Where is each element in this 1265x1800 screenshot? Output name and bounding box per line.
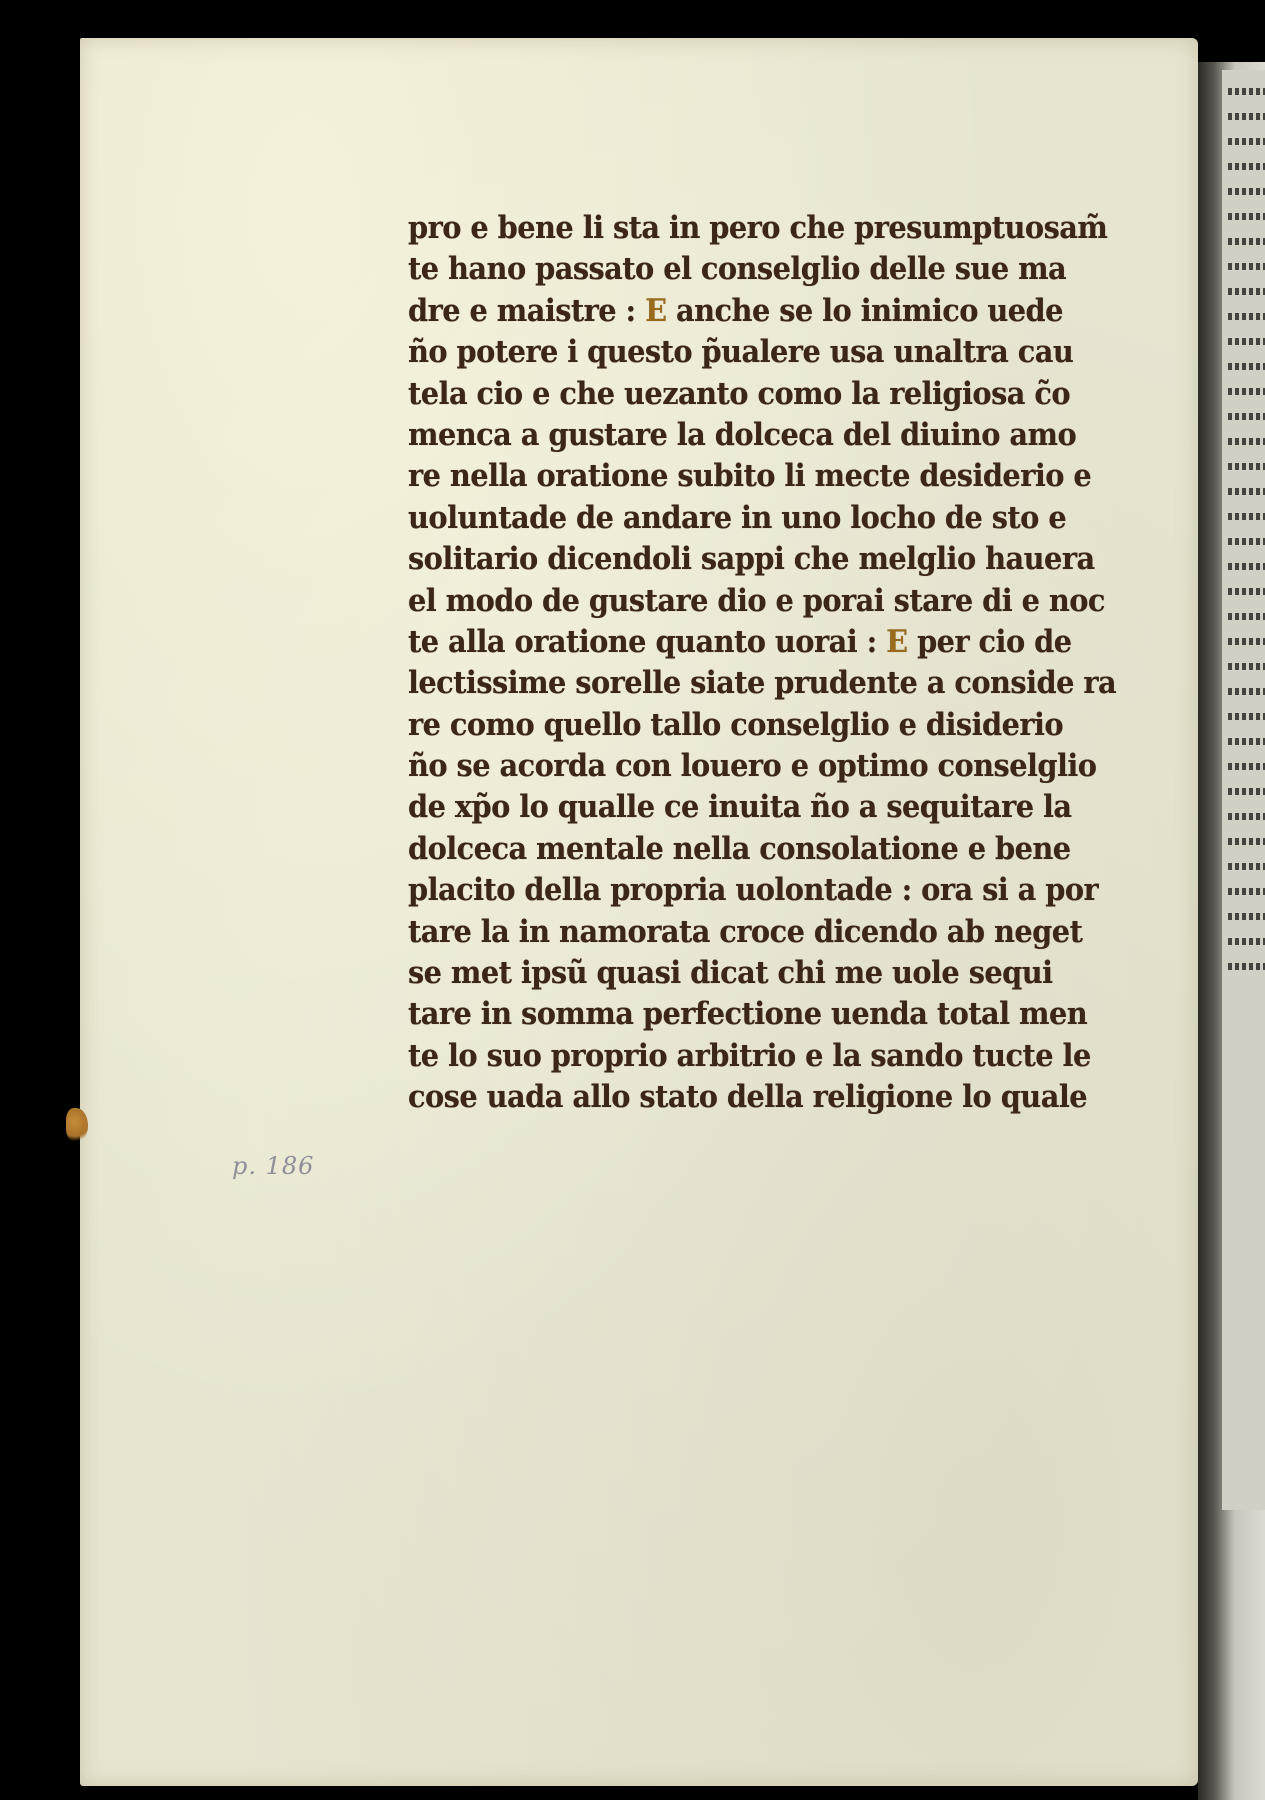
text-line: ño potere i questo p̃ualere usa unaltra cau [408, 334, 1074, 371]
text-line: dolceca mentale nella consolatione e bene [408, 830, 1071, 867]
line-text: dre e maistre : [408, 292, 646, 329]
text-line: te lo suo proprio arbitrio e la sando tucte le [408, 1037, 1091, 1074]
facing-page-line [1228, 113, 1265, 120]
text-line: tare in somma perfectione uenda total men [408, 996, 1088, 1033]
facing-page-edge [1222, 70, 1265, 1510]
line-text: per cio de [907, 623, 1072, 660]
facing-page-line [1228, 813, 1265, 820]
facing-page-line [1228, 938, 1265, 945]
facing-page-line [1228, 413, 1265, 420]
folio-note: p. 186 [232, 1152, 315, 1180]
text-line: se met ipsũ quasi dicat chi me uole sequi [408, 955, 1053, 992]
facing-page-line [1228, 388, 1265, 395]
facing-page-line [1228, 538, 1265, 545]
facing-page-line [1228, 463, 1265, 470]
facing-page-line [1228, 838, 1265, 845]
facing-page-line [1228, 488, 1265, 495]
facing-page-line [1228, 738, 1265, 745]
facing-page-line [1228, 88, 1265, 95]
text-line: menca a gustare la dolceca del diuino amo [408, 416, 1077, 453]
text-line [408, 291, 1096, 332]
ink-stain [66, 1108, 88, 1142]
facing-page-line [1228, 688, 1265, 695]
facing-page-line [1228, 638, 1265, 645]
facing-page-line [1228, 213, 1265, 220]
text-line: te hano passato el conselglio delle sue ma [408, 251, 1067, 288]
facing-page-line [1228, 613, 1265, 620]
manuscript-text [408, 208, 1148, 1119]
text-line: tela cio e che uezanto como la religiosa c̃o [408, 375, 1071, 412]
facing-page-line [1228, 163, 1265, 170]
text-line: pro e bene li sta in pero che presumptuosam̃ [408, 210, 1108, 246]
facing-page-line [1228, 888, 1265, 895]
facing-page-line [1228, 963, 1265, 970]
text-line: cose uada allo stato della religione lo quale [408, 1079, 1088, 1116]
facing-page-line [1228, 563, 1265, 570]
text-line: tare la in namorata croce dicendo ab neget [408, 913, 1083, 950]
facing-page-line [1228, 513, 1265, 520]
facing-page-line [1228, 663, 1265, 670]
facing-page-line [1228, 763, 1265, 770]
text-line [408, 622, 1096, 663]
facing-page-line [1228, 263, 1265, 270]
text-line: solitario dicendoli sappi che melglio hauera [408, 541, 1095, 578]
facing-page-line [1228, 913, 1265, 920]
line-text: te alla oratione quanto uorai : [408, 623, 887, 660]
decorated-initial: E [886, 623, 908, 660]
text-line: placito della propria uolontade : ora si a por [408, 872, 1099, 909]
text-line: de xp̃o lo qualle ce inuita ño a sequitare la [408, 789, 1072, 826]
text-line: lectissime sorelle siate prudente a conside ra [408, 665, 1117, 702]
facing-page-line [1228, 438, 1265, 445]
text-line: re como quello tallo conselglio e disiderio [408, 706, 1064, 743]
facing-page-line [1228, 288, 1265, 295]
facing-page-line [1228, 863, 1265, 870]
facing-page-line [1228, 238, 1265, 245]
text-line: el modo de gustare dio e porai stare di e noc [408, 582, 1105, 619]
facing-page-line [1228, 713, 1265, 720]
text-line: uoluntade de andare in uno locho de sto e [408, 499, 1067, 536]
facing-page-line [1228, 788, 1265, 795]
facing-page-line [1228, 588, 1265, 595]
text-line: ño se acorda con louero e optimo conselglio [408, 748, 1097, 785]
line-text: anche se lo inimico uede [666, 292, 1063, 329]
facing-page-line [1228, 313, 1265, 320]
facing-page-line [1228, 138, 1265, 145]
text-line: re nella oratione subito li mecte desiderio e [408, 458, 1092, 495]
facing-page-line [1228, 188, 1265, 195]
facing-page-line [1228, 338, 1265, 345]
facing-page-line [1228, 363, 1265, 370]
decorated-initial: E [645, 292, 667, 329]
